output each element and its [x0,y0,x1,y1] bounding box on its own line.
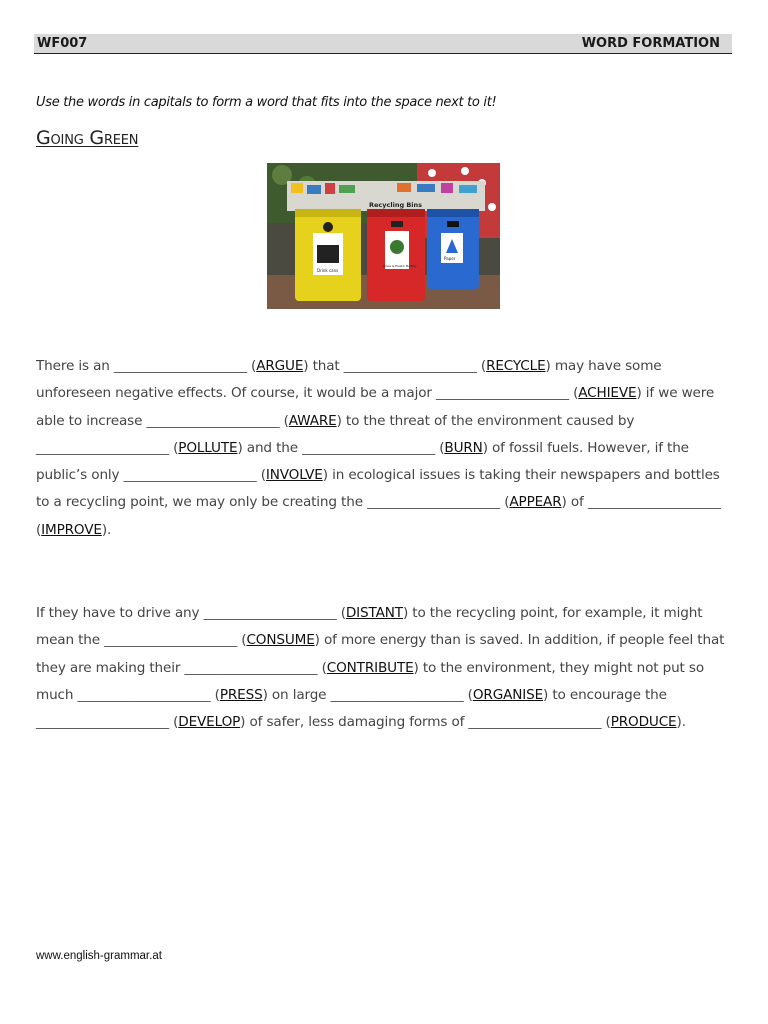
page-title: Going Green [36,127,139,149]
answer-blank[interactable]: ____________________ [123,467,257,484]
answer-blank[interactable]: ____________________ [367,494,501,511]
keyword-argue: ARGUE [256,358,304,374]
keyword-contribute: CONTRIBUTE [326,659,414,676]
keyword-develop: DEVELOP [178,714,241,731]
answer-blank[interactable]: ____________________ [435,385,569,402]
worksheet-code: WF007 [37,36,88,51]
worksheet-category: WORD FORMATION [581,36,720,51]
answer-blank[interactable]: ____________________ [36,439,169,456]
keyword-aware: AWARE [288,412,337,429]
keyword-produce: PRODUCE [610,714,677,731]
keyword-burn: BURN [444,439,483,456]
answer-blank[interactable]: ____________________ [468,714,602,731]
answer-blank[interactable]: ____________________ [587,494,721,511]
answer-blank[interactable]: ____________________ [302,439,436,456]
keyword-appear: APPEAR [509,494,562,511]
answer-blank[interactable]: ____________________ [343,358,477,374]
keyword-recycle: RECYCLE [486,358,546,374]
answer-blank[interactable]: ____________________ [184,659,318,676]
keyword-achieve: ACHIEVE [578,385,637,402]
keyword-distant: DISTANT [345,605,403,621]
answer-blank[interactable]: ____________________ [146,412,280,429]
recycling-bins-illustration [267,163,500,309]
bin-label-paper: Paper [444,256,456,261]
keyword-press: PRESS [219,686,263,703]
paragraph-1: There is an ____________________ (ARGUE) that ____________________ (RECYCLE) may have some unforeseen negative effects. Of course, it would be a major ____________________ (ACHIEVE) if we were able to increase ____________________ (AWARE) to the threat of the environment caused by ____________________ (POLLUTE) and the ____________________ (BURN) of fossil fuels. However, if the public’s only ____________________ (INVOLVE) in ecological issues is taking their newspapers and bottles to a recycling point, we may only be creating the ____________________ (APPEAR) of ____________________ (IMPROVE). [36,358,721,538]
bin-label-glass: Glass & Plastic Bottles [383,264,417,268]
answer-blank[interactable]: ____________________ [330,686,464,703]
keyword-pollute: POLLUTE [178,439,238,456]
instructions: Use the words in capitals to form a word that fits into the space next to it! [36,95,497,110]
recycling-bins-photo [267,163,500,309]
sign-text: Recycling Bins [369,201,423,209]
keyword-consume: CONSUME [246,632,315,649]
answer-blank[interactable]: ____________________ [113,358,247,374]
answer-blank[interactable]: ____________________ [104,632,238,649]
paragraph-2: If they have to drive any ____________________ (DISTANT) to the recycling point, for example, it might mean the ____________________ (CONSUME) of more energy than is saved. In addition, if people feel that they are making their ____________________ (CONTRIBUTE) to the environment, they might not put so much ____________________ (PRESS) on large ____________________ (ORGANISE) to encourage the ____________________ (DEVELOP) of safer, less damaging forms of ____________________ (PRODUCE). [36,605,725,731]
answer-blank[interactable]: ____________________ [77,686,211,703]
answer-blank[interactable]: ____________________ [203,605,337,621]
keyword-organise: ORGANISE [472,686,544,703]
keyword-improve: IMPROVE [41,521,102,538]
footer-url[interactable]: www.english-grammar.at [36,950,162,962]
bin-label-cans: Drink cans [317,268,339,273]
keyword-involve: INVOLVE [265,467,323,484]
answer-blank[interactable]: ____________________ [36,714,169,731]
page-header [34,34,732,54]
